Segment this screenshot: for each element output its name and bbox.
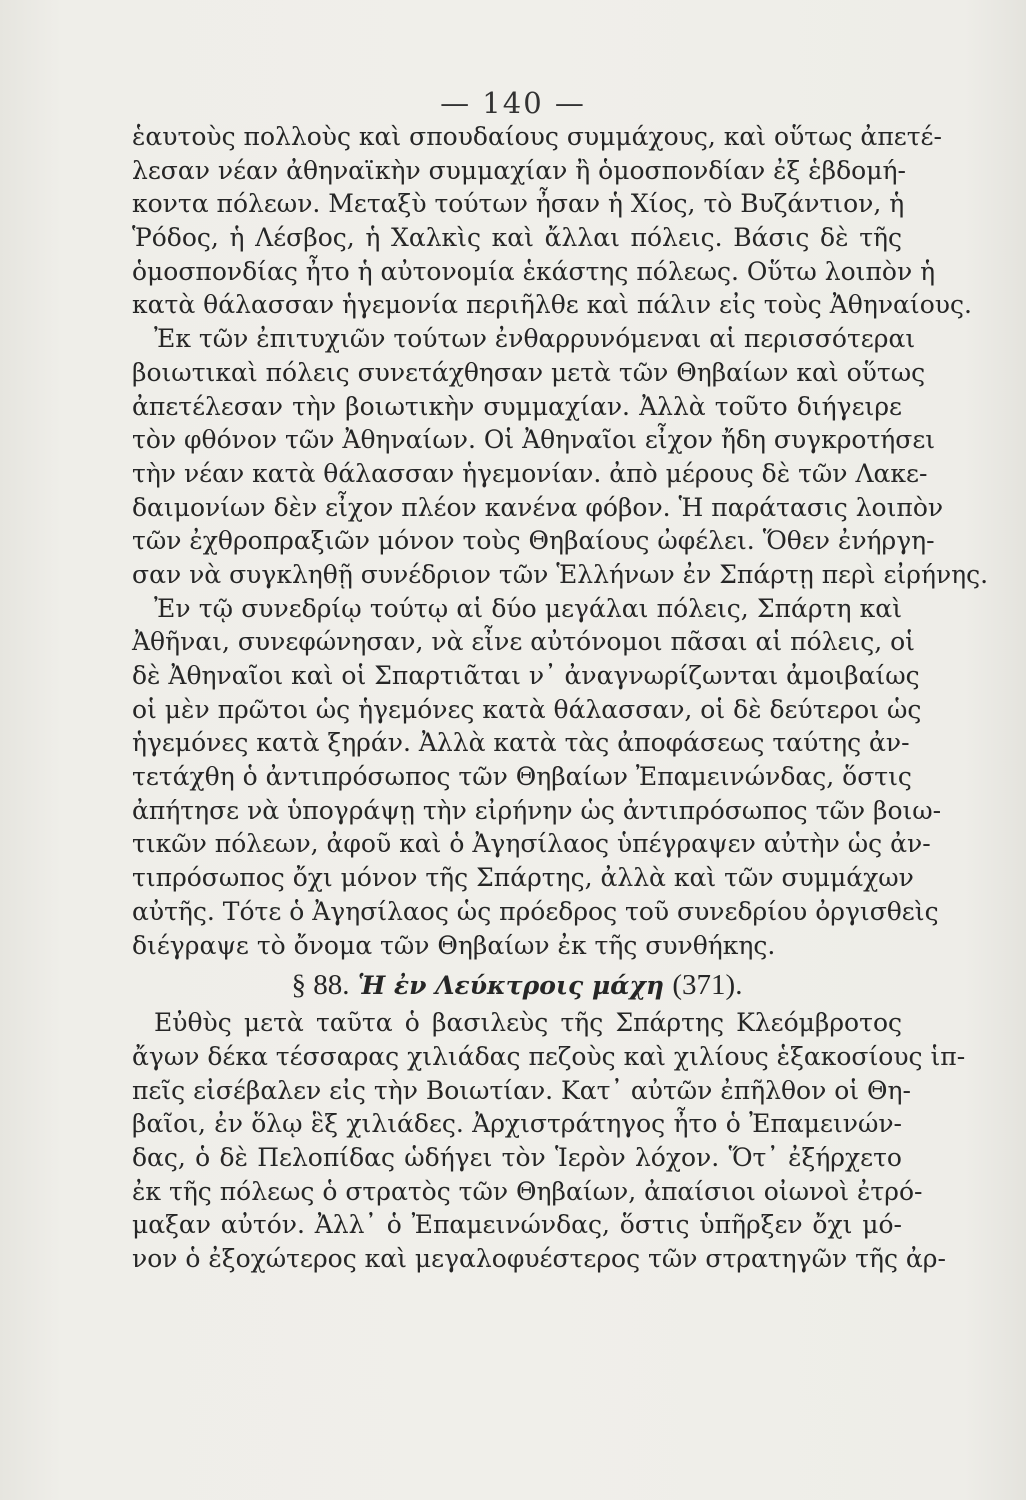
- paragraph-1: [132, 120, 972, 322]
- page-number: — 140 —: [440, 86, 586, 120]
- text-line: ἄγων δέκα τέσσαρας χιλιάδας πεζοὺς καὶ χιλίους ἑξακοσίους ἱπ-: [132, 1041, 966, 1071]
- section-title: Ἡ ἐν Λεύκτροις μάχη: [357, 971, 665, 1001]
- text-line: μαξαν αὐτόν. Ἀλλ᾽ ὁ Ἐπαμεινώνδας, ὅστις ὑπῆρξεν ὄχι μό-: [132, 1210, 902, 1240]
- text-line: τὸν φθόνον τῶν Ἀθηναίων. Οἱ Ἀθηναῖοι εἶχον ἤδη συγκροτήσει: [132, 425, 936, 455]
- text-line: Ἀθῆναι, συνεφώνησαν, νὰ εἶνε αὐτόνομοι πᾶσαι αἱ πόλεις, οἱ: [132, 627, 915, 657]
- text-line: νον ὁ ἐξοχώτερος καὶ μεγαλοφυέστερος τῶν στρατηγῶν τῆς ἀρ-: [132, 1244, 946, 1273]
- text-line: κατὰ θάλασσαν ἡγεμονία περιῆλθε καὶ πάλιν εἰς τοὺς Ἀθηναίους.: [132, 290, 972, 320]
- text-line: δας, ὁ δὲ Πελοπίδας ὡδήγει τὸν Ἱερὸν λόχον. Ὅτ᾽ ἐξήρχετο: [132, 1142, 902, 1172]
- text-line: βοιωτικαὶ πόλεις συνετάχθησαν μετὰ τῶν Θηβαίων καὶ οὕτως: [132, 357, 926, 387]
- text-line: διέγραψε τὸ ὄνομα τῶν Θηβαίων ἐκ τῆς συνθήκης.: [132, 930, 776, 960]
- text-line: οἱ μὲν πρῶτοι ὡς ἡγεμόνες κατὰ θάλασσαν, οἱ δὲ δεύτεροι ὡς: [132, 694, 922, 724]
- text-line: ἑαυτοὺς πολλοὺς καὶ σπουδαίους συμμάχους, καὶ οὕτως ἀπετέ-: [132, 122, 942, 151]
- text-line: Ἐκ τῶν ἐπιτυχιῶν τούτων ἐνθαρρυνόμεναι αἱ περισσότεραι: [154, 324, 916, 354]
- text-line: βαῖοι, ἐν ὅλῳ ἓξ χιλιάδες. Ἀρχιστράτηγος ἦτο ὁ Ἐπαμεινών-: [132, 1109, 902, 1139]
- text-line: πεῖς εἰσέβαλεν εἰς τὴν Βοιωτίαν. Κατ᾽ αὐτῶν ἐπῆλθον οἱ Θη-: [132, 1075, 911, 1105]
- section-number: § 88.: [291, 969, 350, 1002]
- paragraph-3: [132, 592, 942, 963]
- text-line: ἀπετέλεσαν τὴν βοιωτικὴν συμμαχίαν. Ἀλλὰ τοῦτο διήγειρε: [132, 391, 902, 421]
- text-line: δαιμονίων δὲν εἶχον πλέον κανένα φόβον. Ἡ παράτασις λοιπὸν: [132, 492, 944, 522]
- text-line: Ῥόδος, ἡ Λέσβος, ἡ Χαλκὶς καὶ ἄλλαι πόλεις. Βάσις δὲ τῆς: [132, 223, 902, 253]
- text-line: σαν νὰ συγκληθῇ συνέδριον τῶν Ἑλλήνων ἐν Σπάρτῃ περὶ εἰρήνης.: [132, 559, 989, 589]
- text-line: τικῶν πόλεων, ἀφοῦ καὶ ὁ Ἀγησίλαος ὑπέγραψεν αὐτὴν ὡς ἀν-: [132, 829, 931, 859]
- section-paragraph: [132, 1006, 966, 1276]
- text-line: ἐκ τῆς πόλεως ὁ στρατὸς τῶν Θηβαίων, ἀπαίσιοι οἰωνοὶ ἐτρό-: [132, 1176, 923, 1206]
- section-year: (371).: [672, 969, 743, 1002]
- text-line: Εὐθὺς μετὰ ταῦτα ὁ βασιλεὺς τῆς Σπάρτης Κλεόμβροτος: [154, 1008, 902, 1038]
- text-line: κοντα πόλεων. Μεταξὺ τούτων ἦσαν ἡ Χίος, τὸ Βυζάντιον, ἡ: [132, 189, 905, 219]
- text-line: ἀπήτησε νὰ ὑπογράψῃ τὴν εἰρήνην ὡς ἀντιπρόσωπος τῶν βοιω-: [132, 795, 942, 825]
- paragraph-2: [132, 322, 989, 592]
- text-line: λεσαν νέαν ἀθηναϊκὴν συμμαχίαν ἢ ὁμοσπονδίαν ἐξ ἑβδομή-: [132, 155, 906, 185]
- text-line: ὁμοσπονδίας ἦτο ἡ αὐτονομία ἑκάστης πόλεως. Οὕτω λοιπὸν ἡ: [132, 256, 936, 286]
- text-line: τῶν ἐχθροπραξιῶν μόνον τοὺς Θηβαίους ὠφέλει. Ὅθεν ἐνήργη-: [132, 526, 935, 556]
- section-heading: [132, 964, 902, 1006]
- text-line: ἡγεμόνες κατὰ ξηράν. Ἀλλὰ κατὰ τὰς ἀποφάσεως ταύτης ἀν-: [132, 728, 910, 758]
- text-line: τιπρόσωπος ὄχι μόνον τῆς Σπάρτης, ἀλλὰ καὶ τῶν συμμάχων: [132, 863, 914, 893]
- text-line: τὴν νέαν κατὰ θάλασσαν ἡγεμονίαν. ἀπὸ μέρους δὲ τῶν Λακε-: [132, 458, 928, 488]
- text-line: δὲ Ἀθηναῖοι καὶ οἱ Σπαρτιᾶται ν᾽ ἀναγνωρίζωνται ἀμοιβαίως: [132, 661, 920, 690]
- text-line: Ἐν τῷ συνεδρίῳ τούτῳ αἱ δύο μεγάλαι πόλεις, Σπάρτη καὶ: [154, 593, 902, 623]
- text-line: τετάχθη ὁ ἀντιπρόσωπος τῶν Θηβαίων Ἐπαμεινώνδας, ὅστις: [132, 762, 912, 792]
- body-text: [132, 120, 989, 1276]
- text-line: αὐτῆς. Τότε ὁ Ἀγησίλαος ὡς πρόεδρος τοῦ συνεδρίου ὀργισθεὶς: [132, 896, 939, 926]
